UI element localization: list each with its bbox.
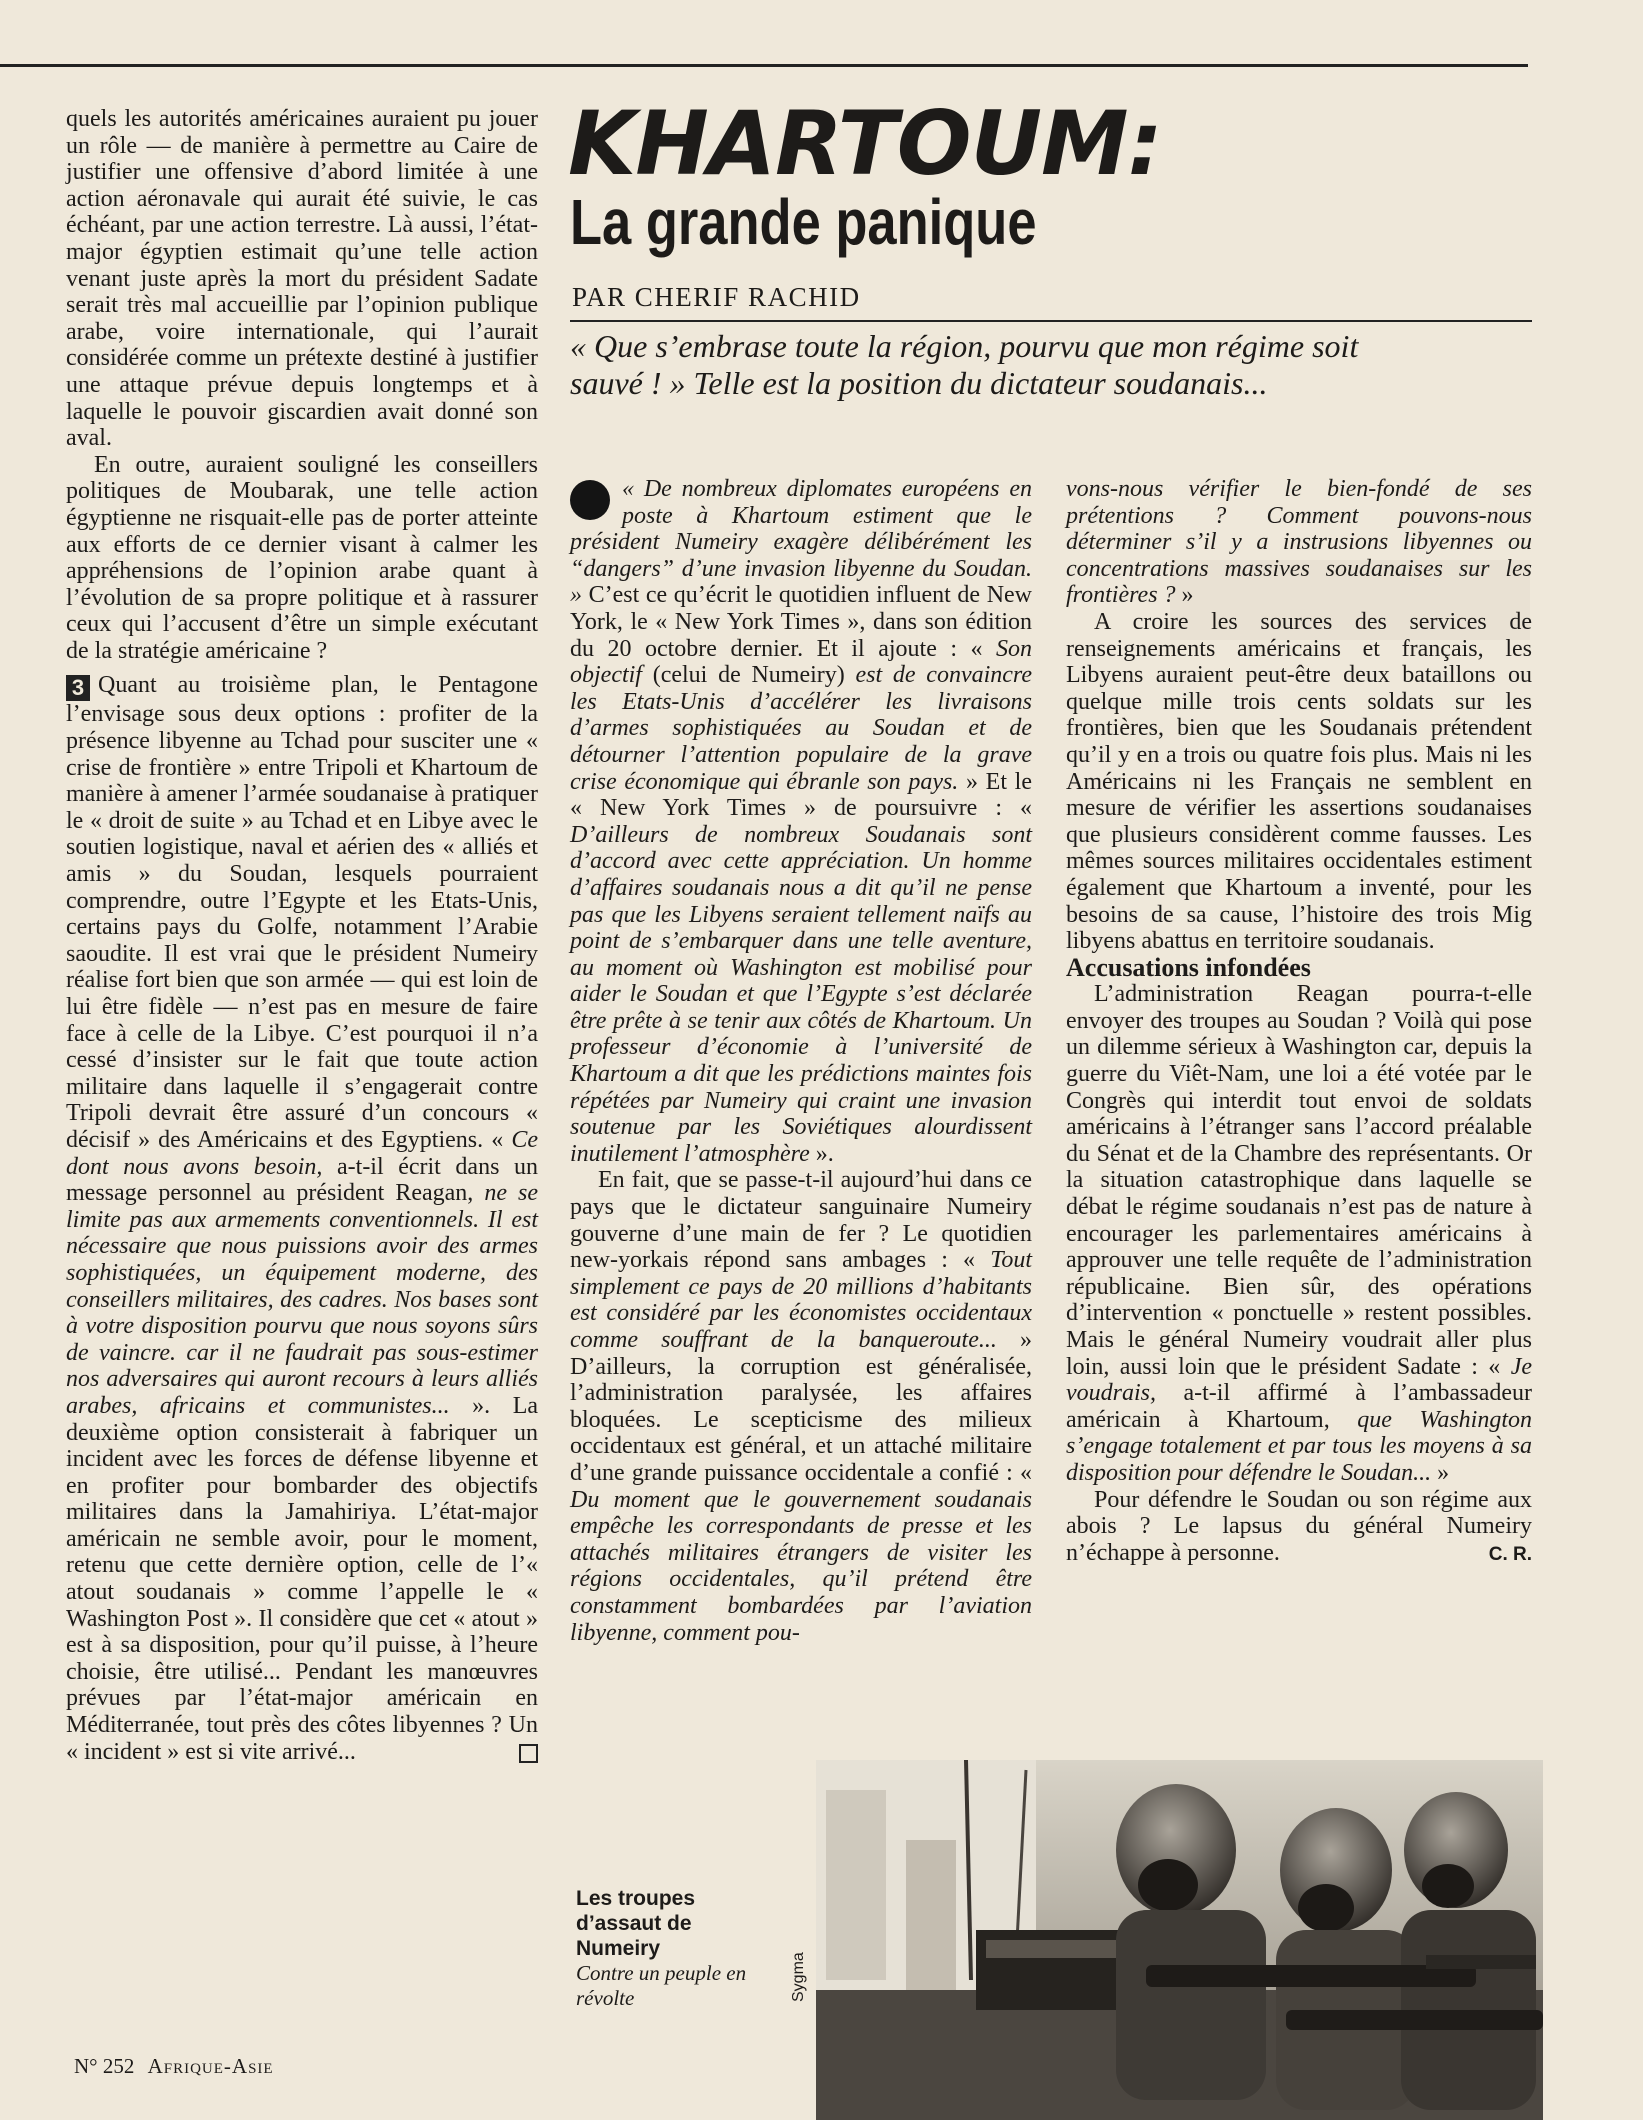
byline: PAR CHERIF RACHID	[572, 282, 861, 312]
photo-caption	[576, 1886, 776, 2011]
author-initials: C. R.	[1488, 1543, 1532, 1565]
headline-title: KHARTOUM:	[568, 92, 1162, 195]
col1-paragraph: En outre, auraient souligné les conseillers politiques de Moubarak, une telle action égyptienne ne risquait-elle pas de porter atteinte aux efforts de ce dernier visant à calmer les appréhensions de l’opinion arabe quant à l’évolution de sa propre politique et à rassurer ceux qui l’accusent d’être un simple exécutant de la stratégie américaine ?	[66, 451, 538, 664]
col3-paragraph-3: L’administration Reagan pourra-t-elle envoyer des troupes au Soudan ? Voilà qui pose un dilemme sérieux à Washington car, depuis la guerre du Viêt-Nam, une loi a été votée par le Congrès qui interdit tout envoi de soldats américains à l’étranger sans l’accord préalable du Sénat et de la Chambre des représentants. Or la situation catastrophique dans laquelle se débat le régime soudanais n’est pas de nature à encourager les parlementaires américains à approuver une telle requête de l’administration républicaine. Bien sûr, des opérations d’intervention « ponctuelle » restent possibles. Mais le général Numeiry voudrait aller plus loin, aussi loin que le président Sadate : « Je voudrais, a-t-il affirmé à l’ambassadeur américain à Khartoum, que Washington s’engage totalement et par tous les moyens à sa disposition pour défendre le Soudan... »	[1066, 981, 1533, 1486]
headline-subtitle: La grande panique	[570, 186, 1037, 258]
col1-paragraph-3: 3 Quant au troisième plan, le Pentagone l’envisage sous deux options : profiter de la présence libyenne au Tchad pour susciter une « crise de frontière » entre Tripoli et Khartoum de manière à amener l’armée soudanaise à pratiquer le « droit de suite » au Tchad et en Libye avec le soutien logistique, naval et aérien des « alliés et amis » du Soudan, lesquels pourraient comprendre, outre l’Egypte et les Etats-Unis, certains pays du Golfe, notamment l’Arabie saoudite. Il est vrai que le président Numeiry réalise fort bien que son armée — qui est loin de lui être fidèle — n’est pas en mesure de faire face à celle de la Libye. C’est pourquoi il n’a cessé d’insister sur le fait que toute action militaire dans laquelle il s’engagerait contre Tripoli devrait être assuré d’un concours « décisif » des Américains et des Egyptiens. « Ce dont nous avons besoin, a-t-il écrit dans un message personnel au président Reagan, ne se limite pas aux armements conventionnels. Il est nécessaire que nous puissions avoir des armes sophistiquées, un équipement moderne, des conseillers militaires, des cadres. Nos bases sont à votre disposition pourvu que nous soyons sûrs de vaincre. car il ne faudrait pas sous-estimer nos adversaires qui auront recours à leurs alliés arabes, africains et communistes... ». La deuxième option consisterait à fabriquer un incident avec les forces de défense libyenne et en profiter pour bombarder des objectifs militaires dans la Jamahiriya. L’état-major américain ne semble avoir, pour le moment, retenu que cette dernière option, celle de l’« atout soudanais » comme l’appelle le « Washington Post ». Il considère que cet « atout » est à sa disposition, pour qu’il puisse, à l’heure choisie, être utilisé... Pendant les manœuvres prévues par l’état-major américain en Méditerranée, tout près des côtes libyennes ? Un « incident » est si vite arrivé...	[66, 672, 539, 1765]
top-rule	[0, 64, 1528, 67]
col3-paragraph-1: vons-nous vérifier le bien-fondé de ses prétentions ? Comment pouvons-nous déterminer s’il y a instrusions libyennes ou concentrations massives soudanaises sur les frontières ? »	[1066, 476, 1532, 609]
article-column-3	[1066, 476, 1532, 1568]
col3-paragraph-2: A croire les sources des services de renseignements américains et français, les Libyens auraient peut-être deux bataillons ou quelque mille trois cents soldats sur les frontières, bien que les Soudanais prétendent qu’il y en a trois ou quatre fois plus. Mais ni les Américains ni les Français ne semblent en mesure de vérifier les assertions soudanaises que plusieurs considèrent comme fausses. Les mêmes sources militaires occidentales estiment également que Khartoum a inventé, pour les besoins de sa cause, l’histoire des trois Mig libyens abattus en territoire soudanais.	[1066, 608, 1532, 955]
article-column-2	[570, 476, 1032, 1646]
col1-paragraph: quels les autorités américaines auraient pu jouer un rôle — de manière à permettre au Caire de justifier une offensive d’abord limitée à une action aéronavale qui aurait été suivie, le cas échéant, par une action terrestre. Là aussi, l’état-major égyptien estimait qu’une telle action venant juste après la mort du président Sadate serait très mal accueillie par l’opinion publique arabe, voire internationale, qui l’aurait considérée comme un prétexte destiné à justifier une attaque prévue depuis longtemps et à laquelle le pouvoir giscardien avait donné son aval.	[66, 106, 538, 452]
publication-name: Afrique-Asie	[147, 2054, 274, 2078]
lead-quote: « Que s’embrase toute la région, pourvu que mon régime soit sauvé ! » Telle est la position du dictateur soudanais...	[570, 328, 1359, 401]
col2-paragraph-1: « De nombreux diplomates européens en poste à Khartoum estiment que le président Numeiry exagère délibérément les “dangers” d’une invasion libyenne du Soudan. » C’est ce qu’écrit le quotidien influent de New York, le « New York Times », dans son édition du 20 octobre dernier. Et il ajoute : « Son objectif (celui de Numeiry) est de convaincre les Etats-Unis d’accélérer les livraisons d’armes sophistiquées au Soudan et de détourner l’attention populaire de la grave crise économique qui ébranle son pays. » Et le « New York Times » de poursuivre : « D’ailleurs de nombreux Soudanais sont d’accord avec cette appréciation. Un homme d’affaires soudanais nous a dit qu’il ne pense pas que les Libyens seraient tellement naïfs au point de s’embarquer dans une telle aventure, au moment où Washington est mobilisé pour aider le Soudan et que l’Egypte s’est déclarée être prête à se tenir aux côtés de Khartoum. Un professeur d’économie à l’université de Khartoum a dit que les prédictions maintes fois répétées par Numeiry qui craint une invasion soutenue par les Soviétiques alourdissent inutilement l’atmosphère ».	[570, 476, 1033, 1167]
col3-paragraph-4: Pour défendre le Soudan ou son régime aux abois ? Le lapsus du général Numeiry n’échappe à personne. C. R.	[1066, 1487, 1532, 1567]
bullet-dot-icon	[570, 480, 610, 520]
col2-paragraph-2: En fait, que se passe-t-il aujourd’hui dans ce pays que le dictateur sanguinaire Numeiry gouverne d’une main de fer ? Le quotidien new-yorkais répond sans ambages : « Tout simplement ce pays de 20 millions d’habitants est considéré par les économistes occidentaux comme souffrant de la banqueroute... » D’ailleurs, la corruption est généralisée, l’administration paralysée, les affaires bloquées. Le scepticisme des milieux occidentaux est général, et un attaché militaire d’une grande puissance occidentale a confié : « Du moment que le gouvernement soudanais empêche les correspondants de presse et les attachés militaires étrangers de visiter les régions occidentales, qu’il prétend être constamment bombardées par l’aviation libyenne, comment pou-	[570, 1167, 1032, 1646]
end-mark-square	[519, 1744, 538, 1763]
headline-rule	[570, 320, 1532, 322]
issue-number: N° 252	[74, 2054, 135, 2078]
caption-subtitle: Contre un peuple en révolte	[576, 1961, 747, 2010]
section-subhead: Accusations infondées	[1066, 952, 1311, 982]
soldiers-photo	[816, 1760, 1543, 2120]
photo-credit: Sygma	[790, 1952, 807, 2002]
caption-title: Les troupes d’assaut de Numeiry	[576, 1887, 696, 1960]
section-number-badge: 3	[66, 675, 90, 701]
page-footer	[74, 2054, 274, 2079]
article-column-1	[66, 106, 538, 1765]
